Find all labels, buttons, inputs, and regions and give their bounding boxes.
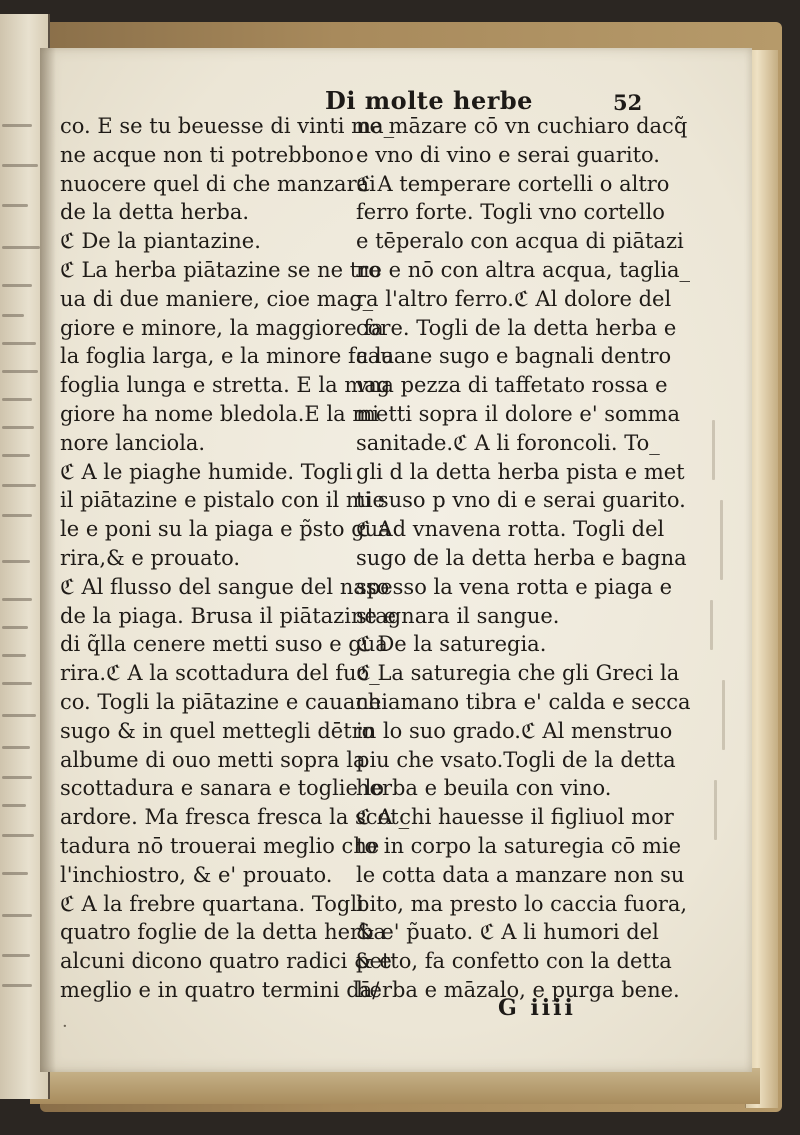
text-line: sugo de la detta herba e bagna — [356, 545, 687, 570]
text-line: giore ha nome bledola.E la mi — [60, 401, 379, 426]
text-line: co. Togli la piātazine e cauane — [60, 689, 382, 714]
text-line: co. E se tu beuesse di vinti ma_ — [60, 114, 395, 138]
bleed-through-marks — [700, 380, 730, 940]
text-line: sugo & in quel mettegli dētro — [60, 718, 375, 743]
text-line: rira.ℭ A la scottadura del fuo_ — [60, 661, 380, 686]
text-line: le e poni su la piaga e p̃sto gua — [60, 517, 391, 542]
text-line: spesso la vena rotta e piaga e — [356, 574, 673, 599]
page-gutter-shadow — [40, 48, 56, 1072]
text-line: ℭ A temperare cortelli o altro — [356, 171, 670, 196]
text-line: ℭ Ad vnavena rotta. Togli del — [356, 517, 665, 542]
section-heading: ℭ De la saturegia. — [356, 632, 547, 657]
text-line: stagnara il sangue. — [356, 603, 560, 628]
text-line: ardore. Ma fresca fresca la scot_ — [60, 805, 410, 830]
text-line: chiamano tibra e' calda e secca — [356, 689, 691, 714]
page-title: Di molte herbe — [325, 86, 533, 115]
text-line: de la piaga. Brusa il piātazine e — [60, 603, 396, 628]
signature-mark: G iiii — [498, 995, 576, 1021]
ink-speck: · — [62, 1016, 68, 1037]
text-line: di q̃lla cenere metti suso e gua — [60, 632, 388, 657]
folio-number: 52 — [613, 90, 643, 115]
text-line: ℭ La herba piātazine se ne tro — [60, 257, 381, 282]
text-line: in lo suo grado.ℭ Al menstruo — [356, 718, 673, 743]
text-line: foglia lunga e stretta. E la mag — [60, 373, 391, 398]
text-line: rira,& e prouato. — [60, 545, 241, 570]
text-line: giore e minore, la maggiore fa — [60, 315, 384, 340]
text-line: gli d la detta herba pista e met — [356, 459, 685, 484]
right-text-column — [356, 112, 691, 1005]
text-line: ℭ La saturegia che gli Greci la — [356, 661, 680, 686]
text-line: scottadura e sanara e toglie lo — [60, 776, 384, 801]
text-line: herba e beuila con vino. — [356, 776, 612, 801]
text-line: petto, fa confetto con la detta — [356, 949, 672, 974]
text-line: e vno di vino e serai guarito. — [356, 142, 660, 167]
left-text-column — [60, 112, 410, 1005]
text-line: vna pezza di taffetato rossa e — [356, 373, 668, 398]
text-line: nuocere quel di che manzarai — [60, 171, 376, 196]
text-line: le cotta data a manzare non su — [356, 862, 685, 887]
text-line: ℭ Al flusso del sangue del naso — [60, 574, 390, 599]
text-line: ti suso p vno di e serai guarito. — [356, 488, 686, 513]
text-line: core. Togli de la detta herba e — [356, 315, 677, 340]
text-line: de la detta herba. — [60, 200, 250, 225]
text-line: to in corpo la saturegia cō mie — [356, 833, 682, 858]
text-line: ferro forte. Togli vno cortello — [356, 200, 665, 225]
text-line: metti sopra il dolore e' somma — [356, 401, 681, 426]
text-line: albume di ouo metti sopra la — [60, 747, 366, 772]
text-line: piu che vsato.Togli de la detta — [356, 747, 676, 772]
text-line: ne acque non ti potrebbono — [60, 142, 354, 167]
text-line: l'inchiostro, & e' prouato. — [60, 862, 333, 887]
text-line: ra l'altro ferro.ℭ Al dolore del — [356, 286, 672, 311]
text-line: ne e nō con altra acqua, taglia_ — [356, 257, 691, 282]
text-line: alcuni dicono quatro radici & e — [60, 949, 392, 974]
section-heading: ℭ De la piantazine. — [60, 229, 261, 254]
cover-bottom-edge — [30, 1068, 760, 1104]
text-line: cauane sugo e bagnali dentro — [356, 344, 672, 369]
text-line: il piātazine e pistalo con il mie — [60, 488, 385, 513]
text-line: tadura nō trouerai meglio che — [60, 833, 380, 858]
text-line: ℭ A chi hauesse il figliuol mor — [356, 805, 674, 830]
text-line: ℭ A le piaghe humide. Togli — [60, 459, 353, 484]
text-line: nore lanciola. — [60, 430, 206, 455]
text-line: herba e māzalo, e purga bene. — [356, 977, 680, 1002]
text-line: bito, ma presto lo caccia fuora, — [356, 891, 688, 916]
text-line: ℭ A la frebre quartana. Togli — [60, 891, 364, 916]
text-line: e tēperalo con acqua di piātazi — [356, 229, 684, 254]
text-line: meglio e in quatro termini dā/ — [60, 977, 380, 1002]
text-line: quatro foglie de la detta herba — [60, 920, 387, 945]
text-line: ne māzare cō vn cuchiaro dacq̃ — [356, 114, 688, 138]
text-line: ua di due maniere, cioe mag_ — [60, 286, 374, 311]
text-line: & e' p̃uato. ℭ A li humori del — [356, 920, 659, 945]
text-line: la foglia larga, e la minore fa la — [60, 344, 395, 369]
text-line: sanitade.ℭ A li foroncoli. To_ — [356, 430, 660, 455]
